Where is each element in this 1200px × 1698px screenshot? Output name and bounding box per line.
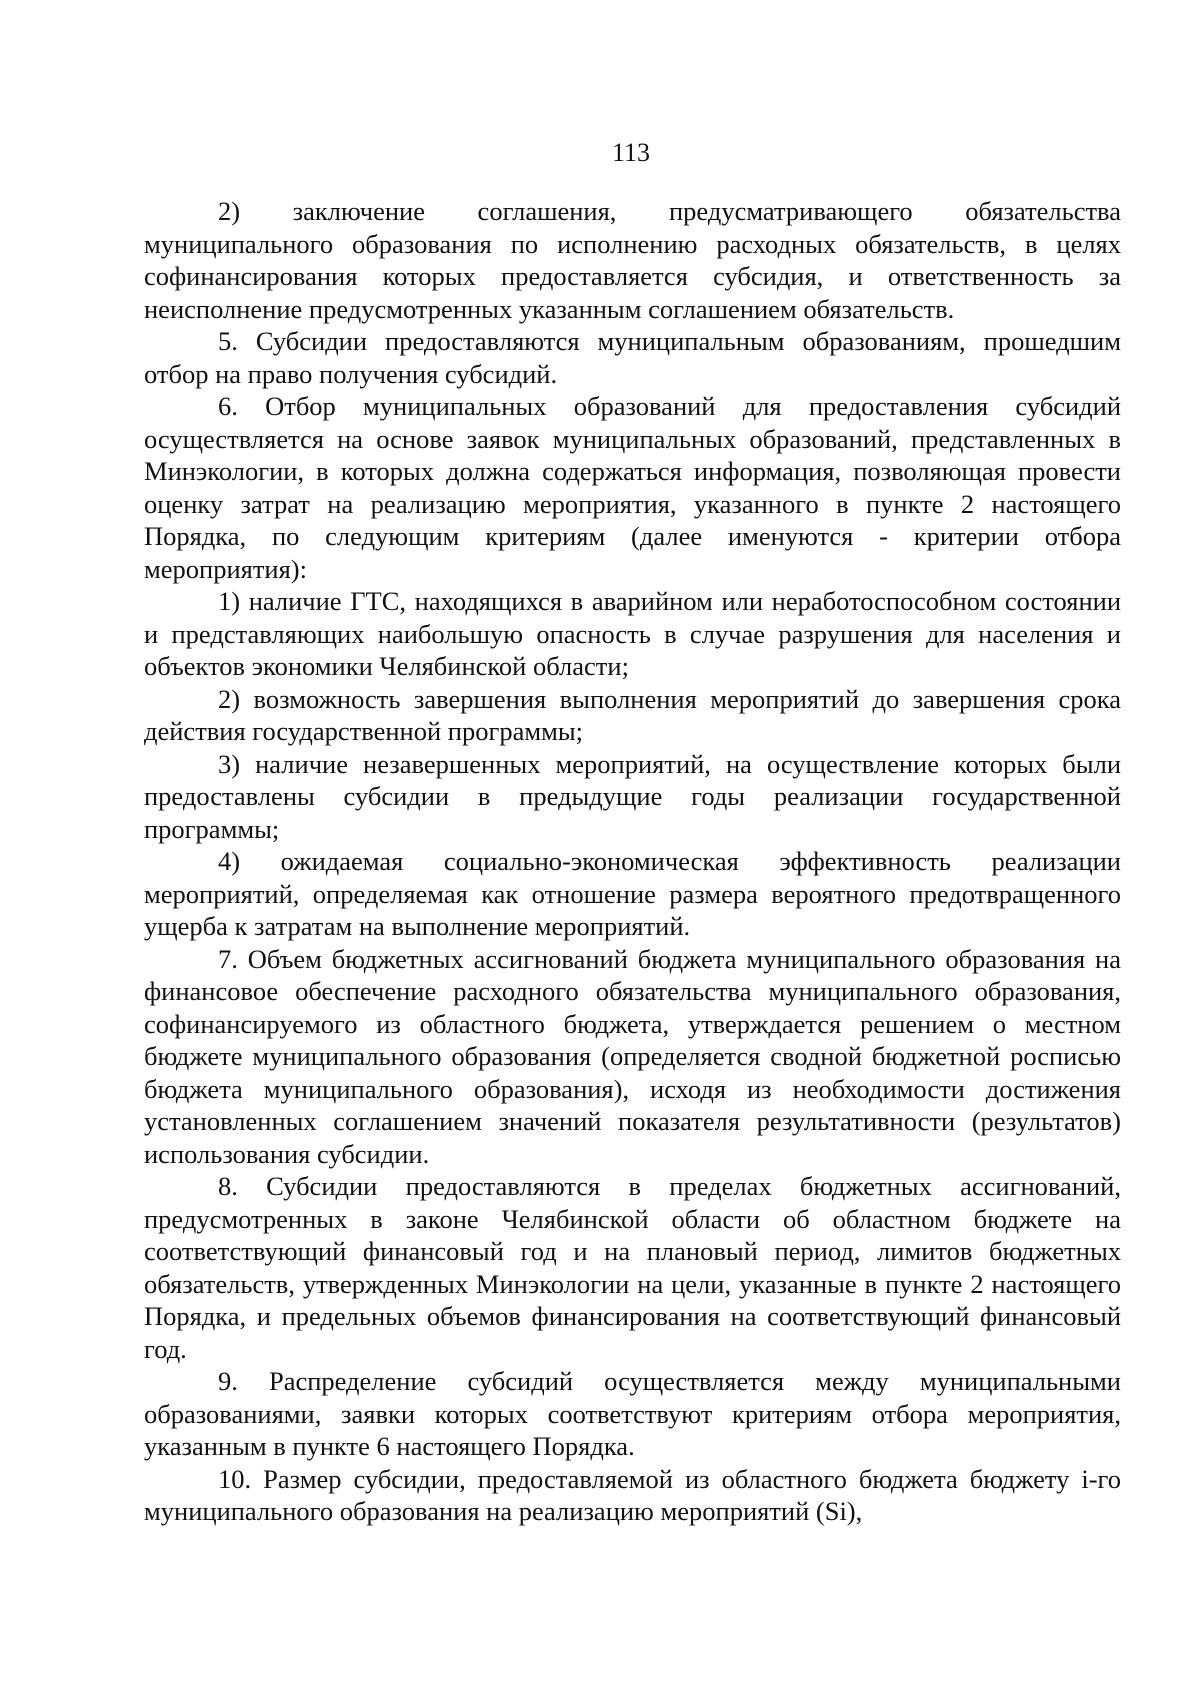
document-body: [144, 195, 1121, 1528]
paragraph-9-distribution: 9. Распределение субсидий осуществляется между муниципальными образованиями, заявки которых соответствуют критериям отбора мероприятия, указанным в пункте 6 настоящего Порядка.: [144, 1366, 1121, 1461]
criterion-2: 2) возможность завершения выполнения мероприятий до завершения срока действия государственной программы;: [144, 683, 1121, 746]
paragraph-6-selection: 6. Отбор муниципальных образований для предоставления субсидий осуществляется на основе заявок муниципальных образований, представленных в Минэкологии, в которых должна содержаться информация, позволяющая провести оценку затрат на реализацию мероприятия, указанного в пункте 2 настоящего Порядка, по следующим критериям (далее именуются - критерии отбора мероприятия):: [144, 391, 1121, 584]
paragraph-2-agreement: 2) заключение соглашения, предусматривающего обязательства муниципального образования по исполнению расходных обязательств, в целях софинансирования которых предоставляется субсидия, и ответственность за неисполнение предусмотренных указанным соглашением обязательств.: [144, 196, 1121, 324]
paragraph-10-subsidy-size: 10. Размер субсидии, предоставляемой из областного бюджета бюджету i-го муниципального образования на реализацию мероприятий (Si),: [144, 1463, 1121, 1526]
criterion-3: 3) наличие незавершенных мероприятий, на осуществление которых были предоставлены субсидии в предыдущие годы реализации государственной программы;: [144, 748, 1121, 844]
paragraph-5-subsidies: 5. Субсидии предоставляются муниципальным образованиям, прошедшим отбор на право получения субсидий.: [144, 326, 1121, 389]
paragraph-8-limits: 8. Субсидии предоставляются в пределах бюджетных ассигнований, предусмотренных в законе Челябинской области об областном бюджете на соответствующий финансовый год и на плановый период, лимитов бюджетных обязательств, утвержденных Минэкологии на цели, указанные в пункте 2 настоящего Порядка, и предельных объемов финансирования на соответствующий финансовый год.: [144, 1171, 1121, 1364]
criterion-1: 1) наличие ГТС, находящихся в аварийном или неработоспособном состоянии и представляющих наибольшую опасность в случае разрушения для населения и объектов экономики Челябинской области;: [144, 586, 1121, 681]
page-number: 113: [611, 138, 651, 167]
criterion-4: 4) ожидаемая социально-экономическая эффективность реализации мероприятий, определяемая как отношение размера вероятного предотвращенного ущерба к затратам на выполнение мероприятий.: [144, 846, 1121, 941]
paragraph-7-budget-volume: 7. Объем бюджетных ассигнований бюджета муниципального образования на финансовое обеспечение расходного обязательства муниципального образования, софинансируемого из областного бюджета, утверждается решением о местном бюджете муниципального образования (определяется сводной бюджетной росписью бюджета муниципального образования), исходя из необходимости достижения установленных соглашением значений показателя результативности (результатов) использования субсидии.: [144, 943, 1121, 1169]
